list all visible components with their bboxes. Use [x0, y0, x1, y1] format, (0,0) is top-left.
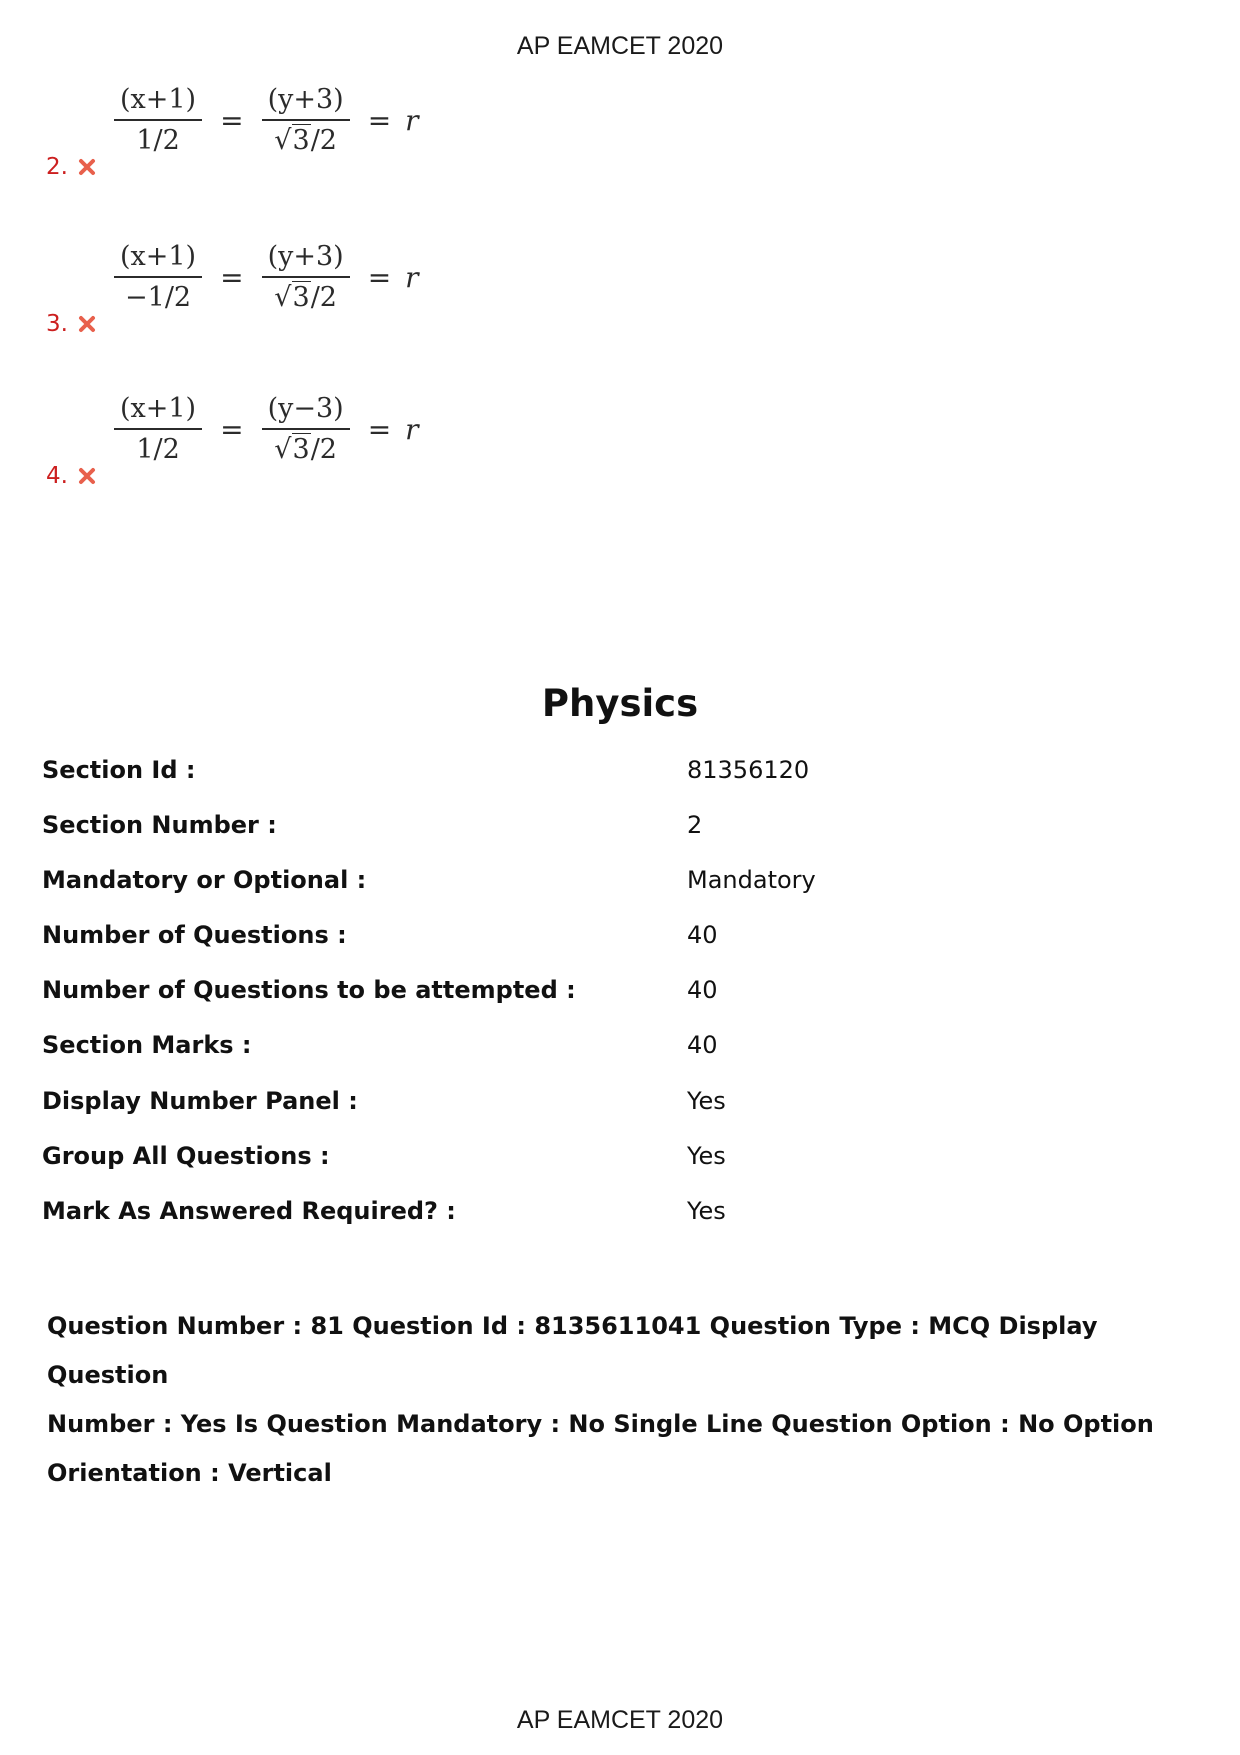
info-value: 40 — [687, 921, 718, 949]
info-row-section-id — [42, 756, 1192, 796]
variable-r: r — [405, 260, 419, 294]
question-metadata — [47, 1302, 1187, 1498]
info-label: Display Number Panel : — [42, 1087, 358, 1115]
question-meta-line: Orientation : Vertical — [47, 1459, 332, 1487]
fraction-y: $\frac{(y-3)}{√3/2}$ — [262, 393, 350, 465]
fraction-x: $\frac{(x+1)}{1/2}$ — [114, 84, 202, 156]
variable-r: r — [405, 412, 419, 446]
info-row-section-marks — [42, 1031, 1192, 1071]
equals-sign: = — [367, 103, 392, 137]
fraction-x: $\frac{(x+1)}{1/2}$ — [114, 393, 202, 465]
info-label: Section Id : — [42, 756, 196, 784]
info-label: Mandatory or Optional : — [42, 866, 367, 894]
info-value: 40 — [687, 976, 718, 1004]
info-value: Yes — [687, 1087, 726, 1115]
question-meta-line: Number : Yes Is Question Mandatory : No Single Line Question Option : No Option — [47, 1410, 1154, 1438]
info-label: Number of Questions to be attempted : — [42, 976, 576, 1004]
option-number: 4. — [46, 463, 68, 489]
option-formula — [110, 70, 419, 170]
variable-r: r — [405, 103, 419, 137]
cross-mark-icon — [78, 158, 96, 176]
info-row-display-number-panel — [42, 1087, 1192, 1127]
info-label: Mark As Answered Required? : — [42, 1197, 456, 1225]
info-label: Section Marks : — [42, 1031, 252, 1059]
equals-sign: = — [220, 260, 244, 294]
option-number: 2. — [46, 154, 68, 180]
fraction-x: $\frac{(x+1)}{-1/2}$ — [114, 241, 202, 313]
page-header: AP EAMCET 2020 — [516, 32, 724, 60]
info-value: Yes — [687, 1142, 726, 1170]
info-value: 40 — [687, 1031, 718, 1059]
answer-option-2 — [46, 70, 546, 180]
info-row-questions-attempted — [42, 976, 1192, 1016]
info-label: Number of Questions : — [42, 921, 347, 949]
info-row-group-all-questions — [42, 1142, 1192, 1182]
info-value: 81356120 — [687, 756, 810, 784]
cross-mark-icon — [78, 315, 96, 333]
equals-sign: = — [220, 103, 244, 137]
equals-sign: = — [367, 260, 392, 294]
info-value: Mandatory — [687, 866, 816, 894]
info-row-mandatory — [42, 866, 1192, 906]
fraction-y: $\frac{(y+3)}{√3/2}$ — [262, 241, 350, 313]
info-value: 2 — [687, 811, 703, 839]
equals-sign: = — [367, 412, 392, 446]
answer-option-3 — [46, 227, 546, 337]
info-label: Group All Questions : — [42, 1142, 330, 1170]
section-title: Physics — [541, 682, 699, 725]
option-formula — [110, 379, 419, 479]
option-formula — [110, 227, 419, 327]
answer-option-4 — [46, 379, 546, 489]
page-footer: AP EAMCET 2020 — [516, 1706, 724, 1734]
info-label: Section Number : — [42, 811, 277, 839]
cross-mark-icon — [78, 467, 96, 485]
question-meta-line: Question Number : 81 Question Id : 8135611041 Question Type : MCQ Display Question — [47, 1312, 1098, 1389]
info-value: Yes — [687, 1197, 726, 1225]
info-row-mark-as-answered — [42, 1197, 1192, 1237]
option-number: 3. — [46, 311, 68, 337]
equals-sign: = — [220, 412, 244, 446]
info-row-section-number — [42, 811, 1192, 851]
info-row-number-of-questions — [42, 921, 1192, 961]
fraction-y: $\frac{(y+3)}{√3/2}$ — [262, 84, 350, 156]
